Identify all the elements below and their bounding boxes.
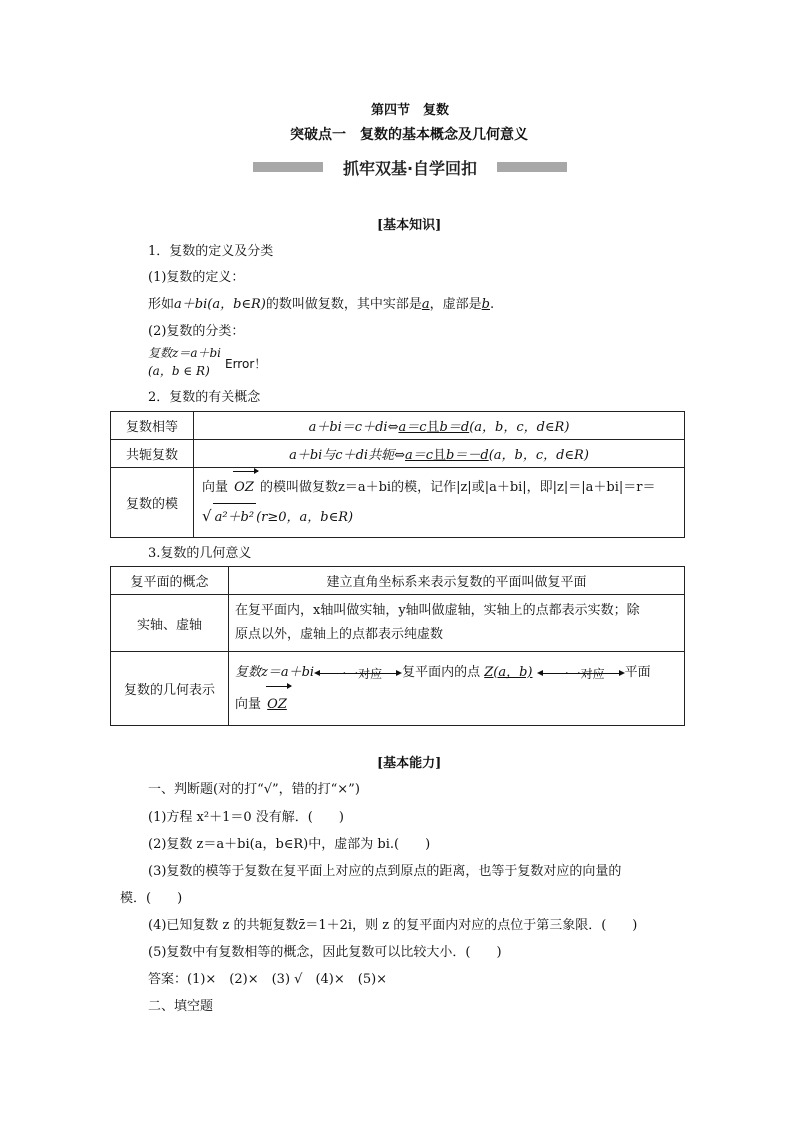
item3-title: 3.复数的几何意义 [148, 546, 252, 561]
banner [253, 156, 567, 178]
table-row [111, 412, 685, 440]
classification-line2: (a，b ∈ R) [148, 364, 210, 378]
item1-title: 1．复数的定义及分类 [148, 244, 274, 259]
question-1: (1)方程 x²＋1＝0 没有解．( ) [148, 810, 344, 825]
basic-knowledge-heading: [基本知识] [377, 218, 442, 233]
question-2: (2)复数 z＝a＋bi(a，b∈R)中，虚部为 bi.( ) [148, 837, 431, 852]
item1-sub2: (2)复数的分类： [148, 324, 245, 339]
part1-title: 一、判断题(对的打“√”，错的打“×”) [148, 782, 360, 797]
geometric-value: 复数z＝a＋bi 一一对应 复平面内的点 Z(a，b) 一一对应 平面 向量 OZ [229, 652, 685, 726]
table-row [111, 468, 685, 538]
header-label: 复平面的概念 [111, 567, 229, 595]
header-value: 建立直角坐标系来表示复数的平面叫做复平面 [229, 567, 685, 595]
banner-text: 抓牢双基·自学回扣 [342, 159, 478, 178]
concepts-table [110, 411, 685, 538]
row-value-equality: a＋bi＝c＋di⇔a＝c且b＝d(a，b，c，d∈R) [194, 412, 685, 440]
row-label-conjugate: 共轭复数 [111, 440, 194, 468]
subtitle: 突破点一 复数的基本概念及几何意义 [290, 127, 528, 143]
def-mid: 的数叫做复数，其中实部是 [265, 297, 422, 312]
table-row [111, 440, 685, 468]
row-label-modulus: 复数的模 [111, 468, 194, 538]
def-end: . [490, 297, 495, 312]
row-value-conjugate: a＋bi与c＋di共轭⇔a＝c且b＝－d(a，b，c，d∈R) [194, 440, 685, 468]
question-4: (4)已知复数 z 的共轭复数z̄＝1＋2i，则 z 的复平面内对应的点位于第三象限．( ) [148, 918, 638, 933]
double-arrow-icon: 一一对应 [537, 664, 625, 680]
def-real: a [421, 297, 430, 312]
axes-value: 在复平面内，x轴叫做实轴，y轴叫做虚轴，实轴上的点都表示实数；除 原点以外，虚轴上的点都表示纯虚数 [229, 595, 685, 652]
def-expr: a＋bi(a，b∈R) [174, 297, 266, 312]
vector-oz: OZ [232, 474, 256, 502]
geometry-table [110, 566, 685, 726]
table-row [111, 567, 685, 595]
def-mid2: ，虚部是 [429, 297, 482, 312]
row-label-equality: 复数相等 [111, 412, 194, 440]
row-value-modulus: 向量 OZ 的模叫做复数z＝a＋bi的模，记作|z|或|a＋bi|，即|z|＝|a＋bi|＝r＝ √ a²＋b² (r≥0，a，b∈R) [194, 468, 685, 538]
vector-oz: OZ [265, 689, 289, 721]
double-arrow-icon: 一一对应 [314, 664, 402, 680]
sqrt-icon: √ [202, 506, 212, 525]
classification-error: Error！ [225, 357, 267, 371]
question-3-line2: 模．( ) [120, 891, 183, 906]
axes-label: 实轴、虚轴 [111, 595, 229, 652]
part2-title: 二、填空题 [148, 999, 214, 1014]
def-prefix: 形如 [148, 297, 175, 312]
banner-left-bar [253, 162, 323, 172]
table-row [111, 652, 685, 726]
question-3-line1: (3)复数的模等于复数在复平面上对应的点到原点的距离，也等于复数对应的向量的 [148, 864, 622, 879]
basic-ability-heading: [基本能力] [377, 756, 442, 771]
definition-line [148, 293, 494, 312]
section-title: 第四节 复数 [371, 103, 450, 118]
item1-sub1: (1)复数的定义： [148, 270, 245, 285]
def-imag: b [481, 297, 490, 312]
classification-line1: 复数z＝a＋bi [148, 346, 221, 360]
banner-right-bar [497, 162, 567, 172]
table-row [111, 595, 685, 652]
question-5: (5)复数中有复数相等的概念，因此复数可以比较大小．( ) [148, 945, 502, 960]
answer-line: 答案：(1)× (2)× (3) √ (4)× (5)× [148, 972, 388, 987]
item2-title: 2．复数的有关概念 [148, 390, 261, 405]
geometric-label: 复数的几何表示 [111, 652, 229, 726]
